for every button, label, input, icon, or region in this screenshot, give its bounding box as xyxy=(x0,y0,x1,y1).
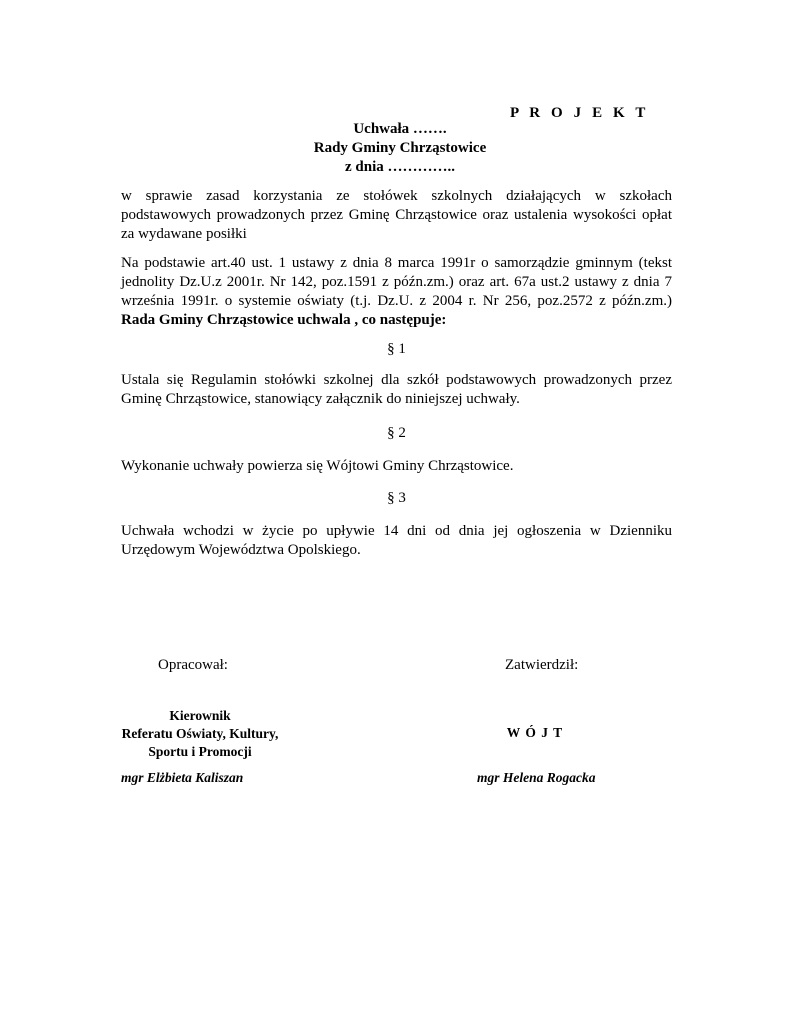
prepared-by-title-line-1: Kierownik xyxy=(169,708,231,723)
resolution-header xyxy=(200,120,600,177)
section-1-text: Ustala się Regulamin stołówki szkolnej dla szkół podstawowych prowadzonych przez Gminę Chrząstowice, stanowiący załącznik do niniejszej uchwały. xyxy=(121,372,672,407)
council-name: Rady Gminy Chrząstowice xyxy=(313,140,487,156)
resolution-date: z dnia ………….. xyxy=(344,159,455,175)
section-2-text: Wykonanie uchwały powierza się Wójtowi Gminy Chrząstowice. xyxy=(121,458,514,474)
legal-basis xyxy=(121,254,672,330)
approved-by-title: W Ó J T xyxy=(506,725,564,740)
legal-basis-text: Na podstawie art.40 ust. 1 ustawy z dnia 8 marca 1991r o samorządzie gminnym (tekst jednolity Dz.U.z 2001r. Nr 142, poz.1591 z późn.zm.) oraz art. 67a ust.2 ustawy z dnia 7 września 1991r. o systemie oświaty (t.j. Dz.U. z 2004 r. Nr 256, poz.2572 z późn.zm.) xyxy=(121,255,672,309)
section-2-mark: § 2 xyxy=(387,425,406,441)
prepared-by-title-line-2: Referatu Oświaty, Kultury, xyxy=(121,726,279,741)
approved-by-name: mgr Helena Rogacka xyxy=(477,770,596,785)
legal-basis-decision: Rada Gminy Chrząstowice uchwala , co następuje: xyxy=(121,312,447,328)
approved-by-label: Zatwierdził: xyxy=(505,657,579,673)
resolution-number: Uchwała ……. xyxy=(353,121,447,137)
prepared-by-name: mgr Elżbieta Kaliszan xyxy=(121,770,244,785)
projekt-label: P R O J E K T xyxy=(509,105,649,121)
section-3-mark: § 3 xyxy=(387,490,406,506)
section-3-text: Uchwała wchodzi w życie po upływie 14 dni od dnia jej ogłoszenia w Dzienniku Urzędowym Województwa Opolskiego. xyxy=(121,523,672,558)
resolution-subject: w sprawie zasad korzystania ze stołówek szkolnych działających w szkołach podstawowych prowadzonych przez Gminę Chrząstowice oraz ustalenia wysokości opłat za wydawane posiłki xyxy=(121,188,672,242)
prepared-by-title-line-3: Sportu i Promocji xyxy=(148,744,252,759)
prepared-by-title xyxy=(110,707,290,761)
section-1-mark: § 1 xyxy=(387,341,406,357)
prepared-by-label: Opracował: xyxy=(158,657,228,673)
